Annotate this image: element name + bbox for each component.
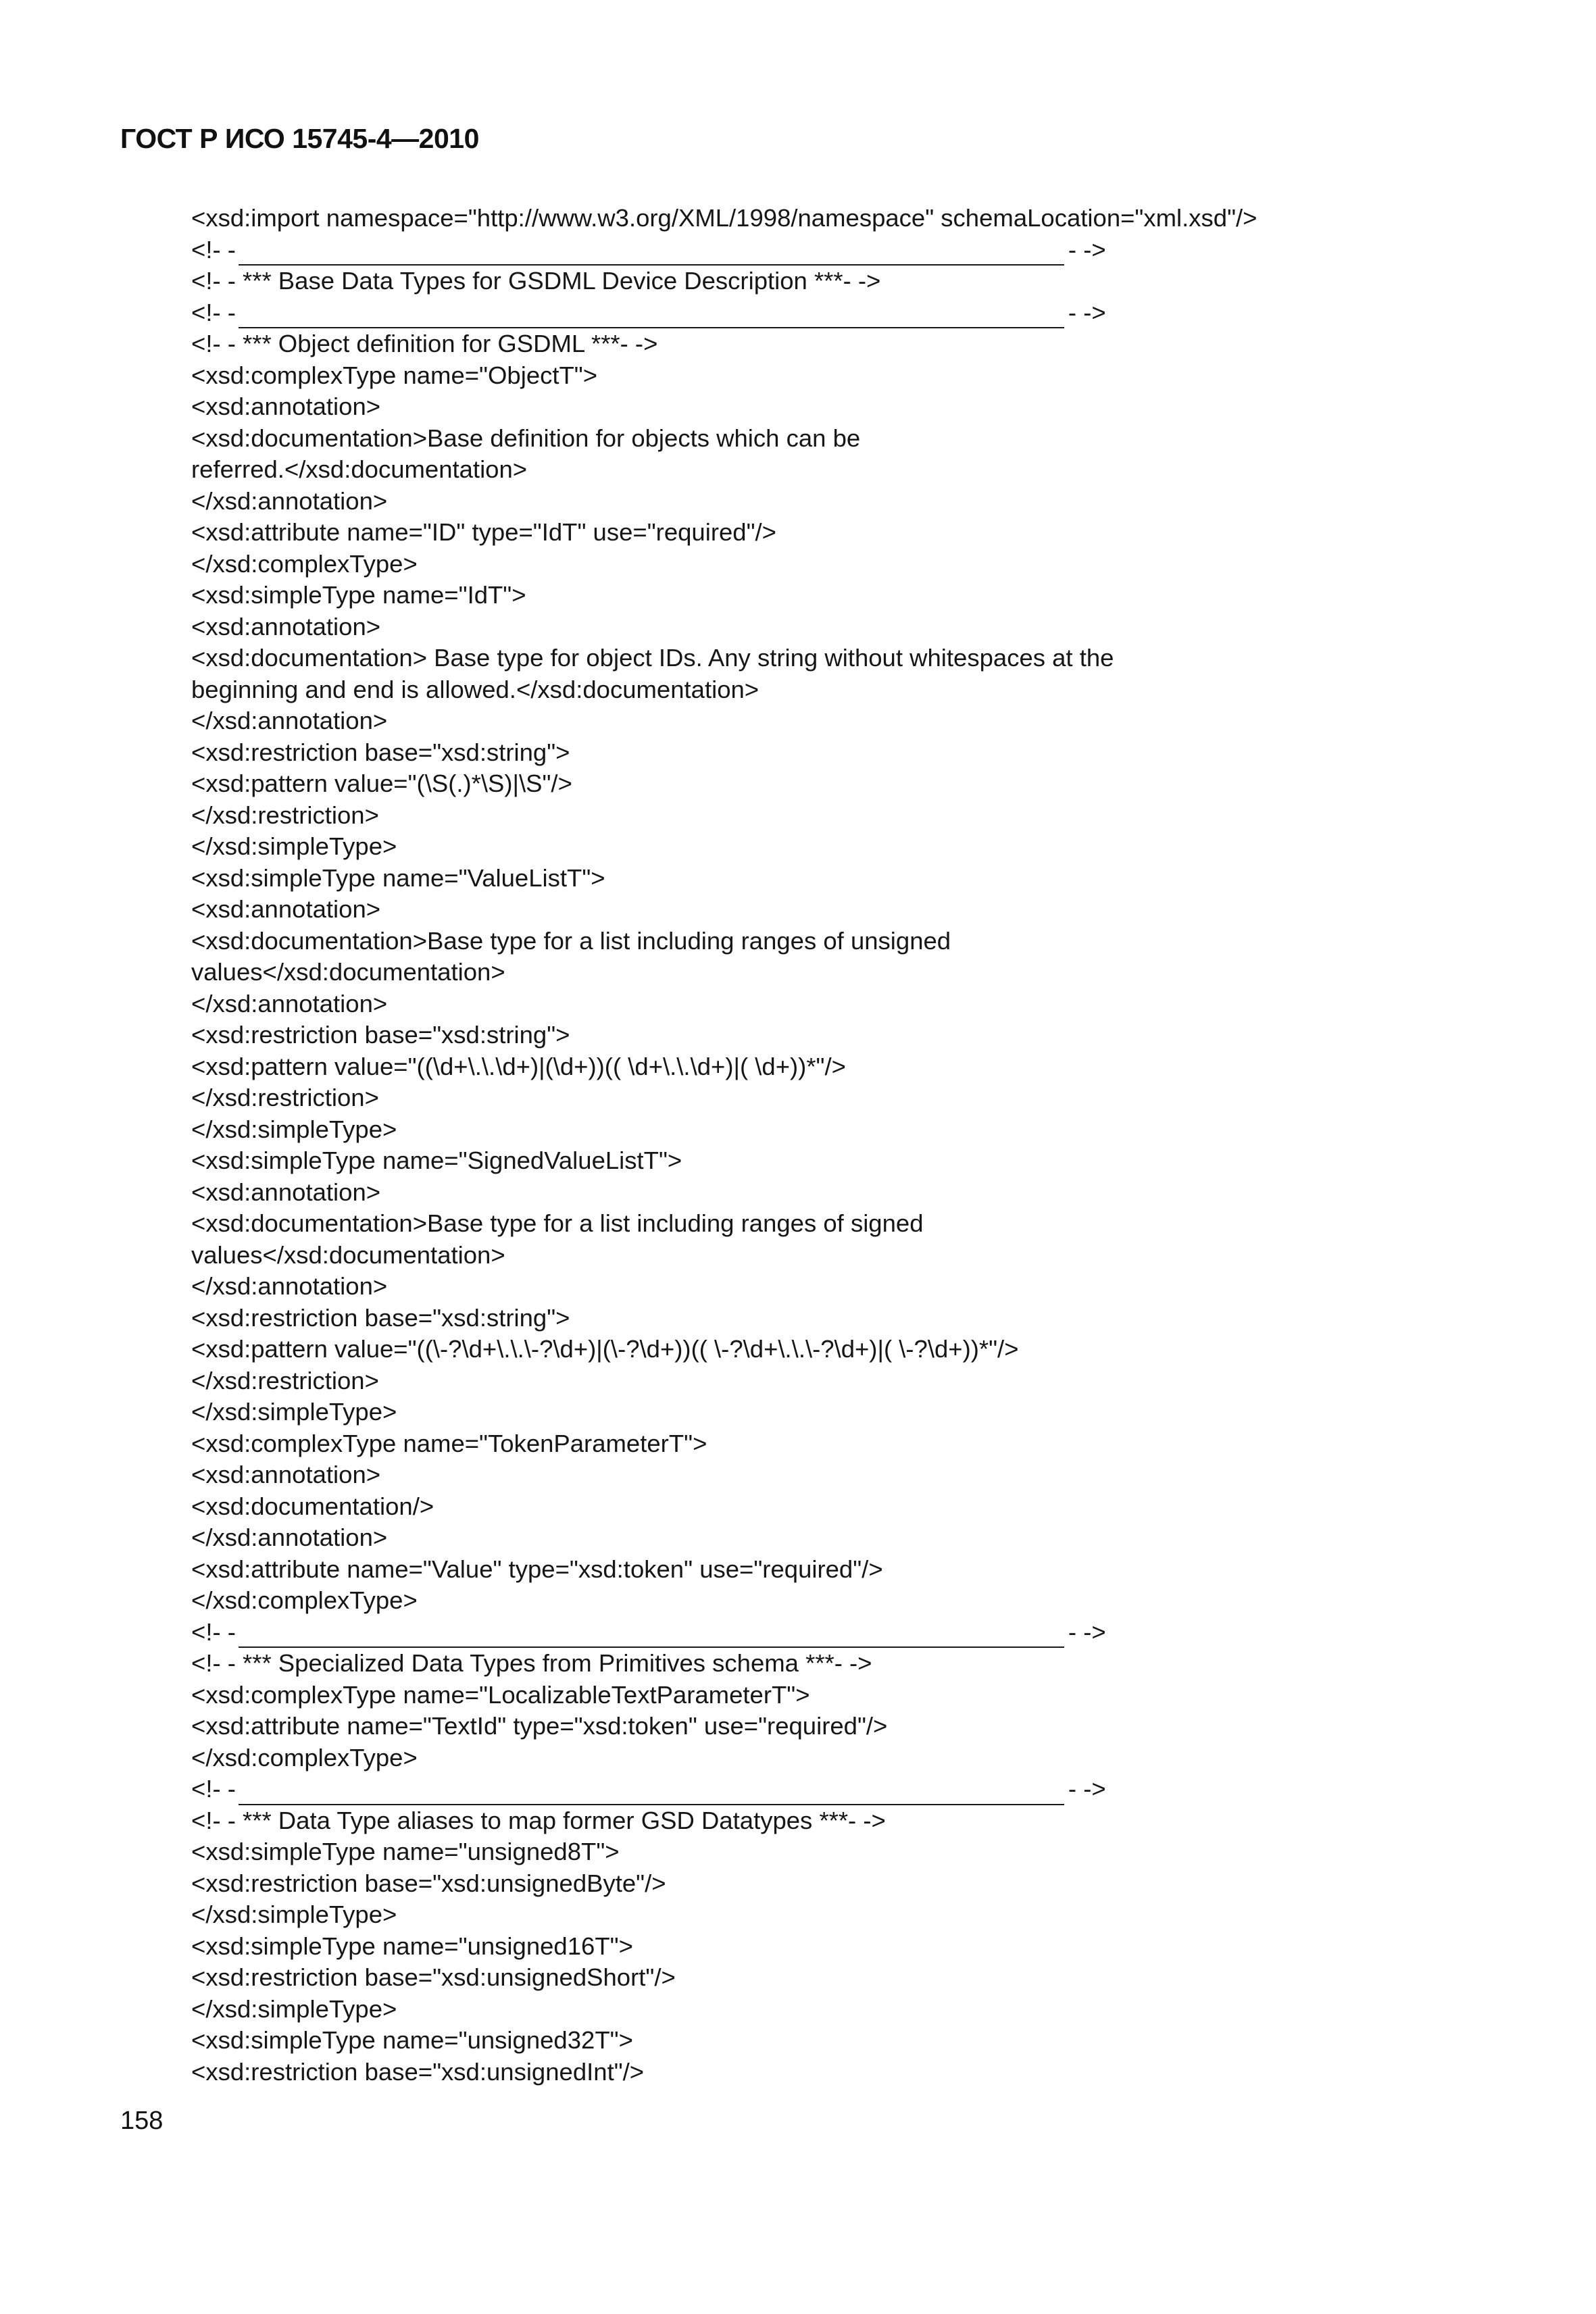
code-line: </xsd:restriction> bbox=[191, 801, 379, 829]
code-line: <xsd:complexType name="LocalizableTextParameterT"> bbox=[191, 1680, 810, 1709]
code-line: </xsd:annotation> bbox=[191, 1272, 388, 1300]
separator-rule bbox=[239, 257, 1064, 266]
code-line: </xsd:complexType> bbox=[191, 1743, 418, 1771]
code-line: <xsd:restriction base="xsd:unsignedInt"/> bbox=[191, 2057, 645, 2086]
code-line: <xsd:annotation> bbox=[191, 895, 381, 923]
code-line: <xsd:documentation> Base type for object IDs. Any string without whitespaces at the bbox=[191, 644, 1114, 672]
code-line: <xsd:complexType name="TokenParameterT"> bbox=[191, 1429, 707, 1457]
code-line: <xsd:restriction base="xsd:unsignedByte"/> bbox=[191, 1869, 666, 1897]
code-line: <xsd:simpleType name="unsigned32T"> bbox=[191, 2026, 633, 2054]
code-line: <xsd:restriction base="xsd:string"> bbox=[191, 738, 570, 766]
code-line: <xsd:annotation> bbox=[191, 393, 381, 420]
code-line: <xsd:attribute name="Value" type="xsd:token" use="required"/> bbox=[191, 1555, 883, 1583]
code-line: values</xsd:documentation> bbox=[191, 1240, 505, 1269]
code-line: <xsd:simpleType name="IdT"> bbox=[191, 581, 526, 609]
code-line: </xsd:restriction> bbox=[191, 1084, 379, 1111]
separator-open: <!- - bbox=[191, 298, 236, 326]
code-line: <xsd:pattern value="((\d+\.\.\d+)|(\d+))(( \d+\.\.\d+)|( \d+))*"/> bbox=[191, 1052, 846, 1080]
code-line: <xsd:simpleType name="SignedValueListT"> bbox=[191, 1147, 682, 1174]
code-line: <xsd:annotation> bbox=[191, 1461, 381, 1488]
code-line: referred.</xsd:documentation> bbox=[191, 455, 528, 483]
code-line: <xsd:simpleType name="ValueListT"> bbox=[191, 863, 605, 892]
code-line: <xsd:documentation/> bbox=[191, 1492, 434, 1520]
code-line: </xsd:annotation> bbox=[191, 486, 388, 515]
separator-close: - -> bbox=[1068, 298, 1106, 326]
separator-rule bbox=[239, 1797, 1064, 1805]
code-line: </xsd:annotation> bbox=[191, 989, 388, 1017]
code-line: <xsd:documentation>Base definition for objects which can be bbox=[191, 424, 861, 452]
separator-close: - -> bbox=[1068, 1775, 1106, 1803]
xml-schema-listing bbox=[191, 203, 1475, 2088]
code-line: <xsd:attribute name="TextId" type="xsd:token" use="required"/> bbox=[191, 1712, 888, 1740]
code-line: </xsd:annotation> bbox=[191, 707, 388, 734]
comment-separator-line bbox=[191, 1774, 1475, 1805]
code-line: <xsd:simpleType name="unsigned8T"> bbox=[191, 1838, 620, 1865]
code-line: <xsd:documentation>Base type for a list including ranges of unsigned bbox=[191, 926, 951, 955]
separator-open: <!- - bbox=[191, 1775, 236, 1803]
code-line: <!- - *** Data Type aliases to map former GSD Datatypes ***- -> bbox=[191, 1806, 886, 1834]
code-line: </xsd:complexType> bbox=[191, 1586, 418, 1614]
separator-close: - -> bbox=[1068, 1617, 1106, 1646]
code-line: <xsd:complexType name="ObjectT"> bbox=[191, 361, 598, 389]
comment-separator-line bbox=[191, 297, 1475, 329]
code-line: <xsd:restriction base="xsd:string"> bbox=[191, 1021, 570, 1049]
code-line: <xsd:annotation> bbox=[191, 612, 381, 640]
code-line: <xsd:attribute name="ID" type="IdT" use="required"/> bbox=[191, 518, 777, 546]
code-line: <xsd:restriction base="xsd:unsignedShort"/> bbox=[191, 1963, 676, 1991]
comment-separator-line bbox=[191, 1617, 1475, 1649]
code-line: </xsd:simpleType> bbox=[191, 1901, 397, 1928]
code-line: </xsd:simpleType> bbox=[191, 1398, 397, 1426]
separator-rule bbox=[239, 1640, 1064, 1648]
code-line: </xsd:simpleType> bbox=[191, 1115, 397, 1143]
code-line: <xsd:restriction base="xsd:string"> bbox=[191, 1303, 570, 1332]
code-line: beginning and end is allowed.</xsd:documentation> bbox=[191, 675, 759, 703]
code-line: <!- - *** Base Data Types for GSDML Device Description ***- -> bbox=[191, 267, 881, 295]
separator-open: <!- - bbox=[191, 235, 236, 263]
code-line: </xsd:annotation> bbox=[191, 1524, 388, 1551]
separator-rule bbox=[239, 320, 1064, 328]
code-line: <xsd:simpleType name="unsigned16T"> bbox=[191, 1932, 633, 1960]
code-line: <xsd:pattern value="((\-?\d+\.\.\-?\d+)|(\-?\d+))(( \-?\d+\.\.\-?\d+)|( \-?\d+))*"/> bbox=[191, 1335, 1019, 1363]
comment-separator-line bbox=[191, 234, 1475, 266]
code-line: values</xsd:documentation> bbox=[191, 958, 505, 986]
code-line: <xsd:pattern value="(\S(.)*\S)|\S"/> bbox=[191, 770, 572, 797]
code-line: <xsd:annotation> bbox=[191, 1178, 381, 1206]
code-line: <!- - *** Object definition for GSDML ***- -> bbox=[191, 330, 658, 357]
document-header: ГОСТ Р ИСО 15745-4—2010 bbox=[120, 123, 479, 154]
separator-open: <!- - bbox=[191, 1617, 236, 1646]
code-line: </xsd:restriction> bbox=[191, 1366, 379, 1394]
code-line: <xsd:documentation>Base type for a list including ranges of signed bbox=[191, 1209, 924, 1237]
code-line: <xsd:import namespace="http://www.w3.org/XML/1998/namespace" schemaLocation="xml.xsd"/> bbox=[191, 204, 1257, 232]
code-line: <!- - *** Specialized Data Types from Primitives schema ***- -> bbox=[191, 1649, 872, 1677]
code-line: </xsd:complexType> bbox=[191, 549, 418, 578]
separator-close: - -> bbox=[1068, 235, 1106, 263]
code-line: </xsd:simpleType> bbox=[191, 1994, 397, 2023]
page-number: 158 bbox=[120, 2107, 164, 2135]
code-line: </xsd:simpleType> bbox=[191, 832, 397, 860]
